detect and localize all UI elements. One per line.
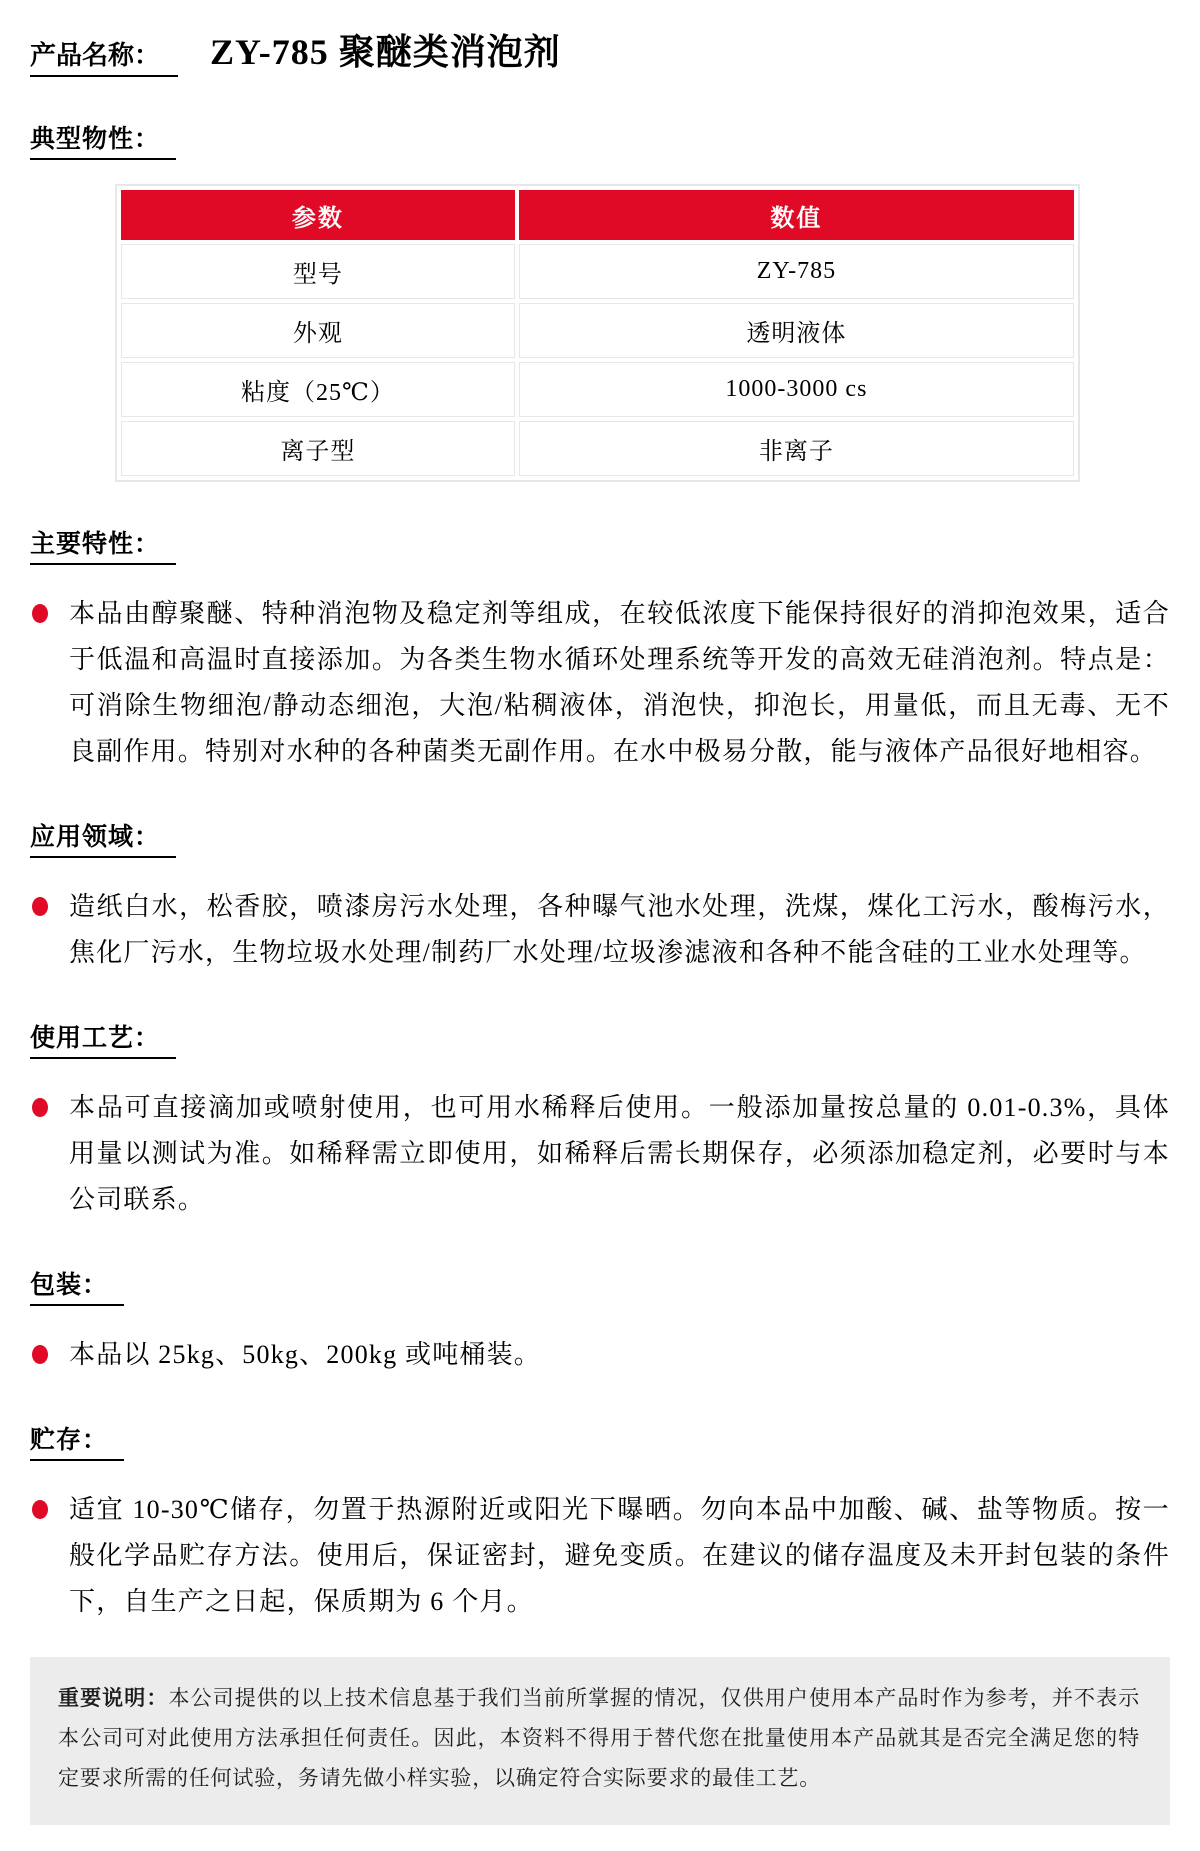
bullet-text: 本品可直接滴加或喷射使用，也可用水稀释后使用。一般添加量按总量的 0.01-0.3%，具体用量以测试为准。如稀释需立即使用，如稀释后需长期保存，必须添加稳定剂，必要时与本公司联系。 [69, 1093, 1170, 1215]
table-cell-param: 外观 [121, 303, 515, 358]
table-row-viscosity [121, 362, 1074, 417]
section-application-fields [30, 817, 1170, 976]
list-item [30, 1487, 1170, 1625]
section-typical-properties [30, 119, 1170, 482]
bullet-icon [32, 1098, 48, 1117]
table-cell-param: 粘度（25℃） [121, 362, 515, 417]
properties-table-wrap [115, 184, 1080, 482]
product-title-row [30, 24, 1170, 77]
list-item [30, 1085, 1170, 1223]
product-name-label: 产品名称： [30, 35, 178, 77]
bullet-icon [32, 604, 48, 623]
table-cell-param: 型号 [121, 244, 515, 299]
section-packaging [30, 1265, 1170, 1378]
usage-process-heading: 使用工艺： [30, 1018, 176, 1059]
table-cell-value: 非离子 [519, 421, 1074, 476]
bullet-icon [32, 897, 48, 916]
storage-heading: 贮存： [30, 1420, 124, 1461]
table-cell-param: 离子型 [121, 421, 515, 476]
bullet-icon [32, 1345, 48, 1364]
table-header-value: 数值 [519, 190, 1074, 240]
section-usage-process [30, 1018, 1170, 1223]
section-main-features [30, 524, 1170, 775]
list-item [30, 1332, 1170, 1378]
application-fields-heading: 应用领域： [30, 817, 176, 858]
properties-table [117, 186, 1078, 480]
table-row-ionic-type [121, 421, 1074, 476]
table-header-param: 参数 [121, 190, 515, 240]
list-item [30, 591, 1170, 775]
bullet-text: 造纸白水，松香胶，喷漆房污水处理，各种曝气池水处理，洗煤，煤化工污水，酸梅污水，焦化厂污水，生物垃圾水处理/制药厂水处理/垃圾渗滤液和各种不能含硅的工业水处理等。 [69, 892, 1170, 968]
main-features-heading: 主要特性： [30, 524, 176, 565]
bullet-icon [32, 1500, 48, 1519]
table-header-row [121, 190, 1074, 240]
important-note-box [30, 1657, 1170, 1825]
table-cell-value: 透明液体 [519, 303, 1074, 358]
bullet-text: 本品由醇聚醚、特种消泡物及稳定剂等组成，在较低浓度下能保持很好的消抑泡效果，适合于低温和高温时直接添加。为各类生物水循环处理系统等开发的高效无硅消泡剂。特点是：可消除生物细泡/静动态细泡，大泡/粘稠液体，消泡快，抑泡长，用量低，而且无毒、无不良副作用。特别对水种的各种菌类无副作用。在水中极易分散，能与液体产品很好地相容。 [69, 599, 1170, 767]
important-note-label: 重要说明： [58, 1687, 169, 1711]
table-cell-value: ZY-785 [519, 244, 1074, 299]
product-title: ZY-785 聚醚类消泡剂 [210, 32, 561, 72]
table-row-model [121, 244, 1074, 299]
packaging-heading: 包装： [30, 1265, 124, 1306]
bullet-text: 本品以 25kg、50kg、200kg 或吨桶装。 [69, 1340, 542, 1370]
list-item [30, 884, 1170, 976]
table-row-appearance [121, 303, 1074, 358]
important-note-text: 本公司提供的以上技术信息基于我们当前所掌握的情况，仅供用户使用本产品时作为参考，并不表示本公司可对此使用方法承担任何责任。因此，本资料不得用于替代您在批量使用本产品就其是否完全满足您的特定要求所需的任何试验，务请先做小样实验，以确定符合实际要求的最佳工艺。 [58, 1686, 1140, 1790]
section-storage [30, 1420, 1170, 1625]
table-cell-value: 1000-3000 cs [519, 362, 1074, 417]
typical-properties-heading: 典型物性： [30, 119, 176, 160]
bullet-text: 适宜 10-30℃储存，勿置于热源附近或阳光下曝晒。勿向本品中加酸、碱、盐等物质。按一般化学品贮存方法。使用后，保证密封，避免变质。在建议的储存温度及未开封包装的条件下，自生产之日起，保质期为 6 个月。 [69, 1495, 1170, 1617]
